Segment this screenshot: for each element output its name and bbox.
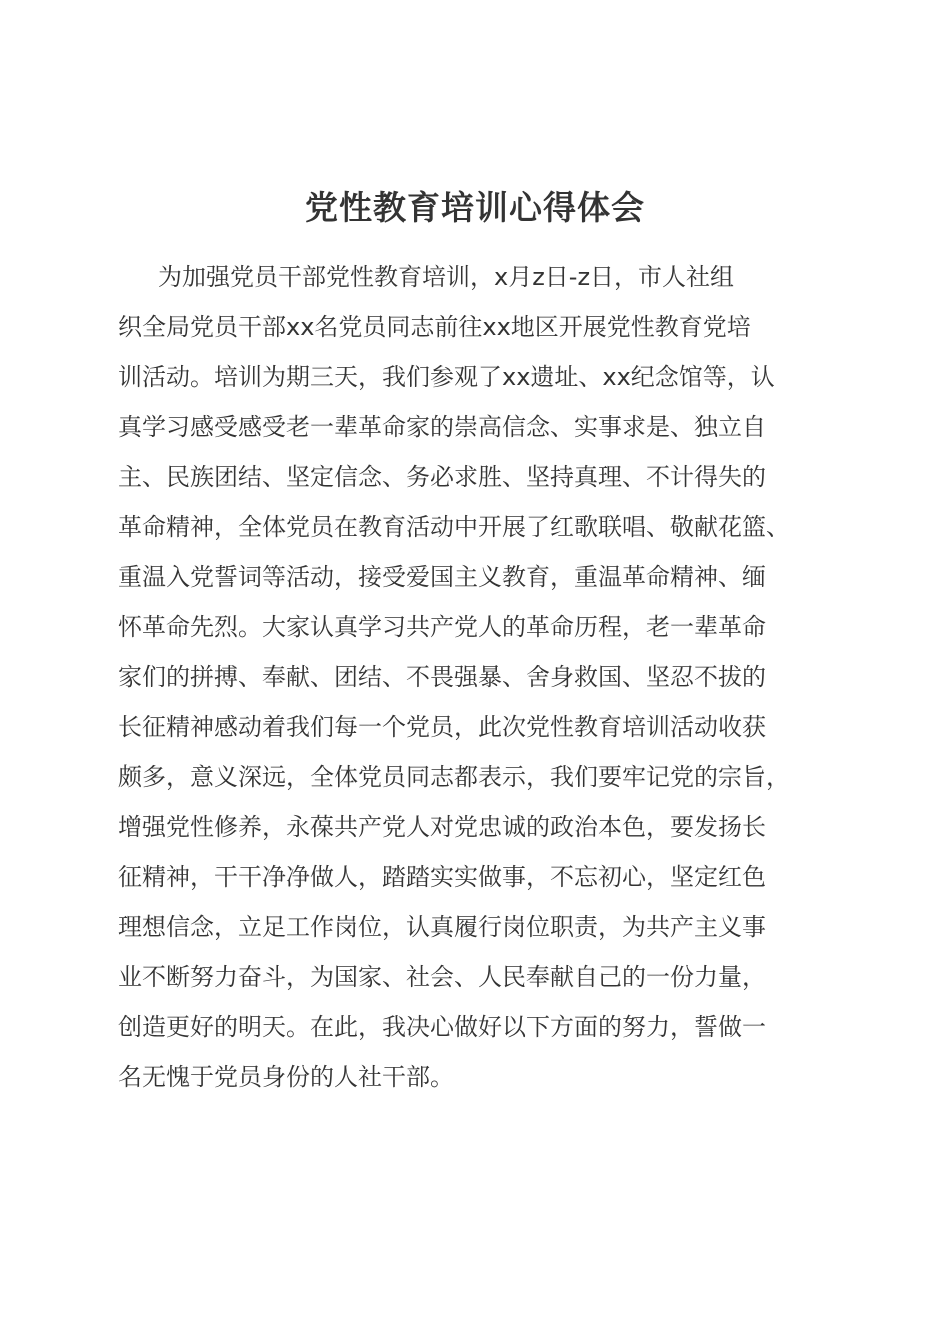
document-title: 党性教育培训心得体会 xyxy=(305,188,645,227)
body-line: 征精神，干干净净做人，踏踏实实做事，不忘初心，坚定红色 xyxy=(118,863,766,891)
body-line: 业不断努力奋斗，为国家、社会、人民奉献自己的一份力量， xyxy=(118,963,766,991)
body-line: 理想信念，立足工作岗位，认真履行岗位职责，为共产主义事 xyxy=(118,913,766,941)
body-line: 织全局党员干部xx名党员同志前往xx地区开展党性教育党培 xyxy=(118,313,751,341)
body-line: 怀革命先烈。大家认真学习共产党人的革命历程，老一辈革命 xyxy=(118,613,766,641)
body-line: 名无愧于党员身份的人社干部。 xyxy=(118,1063,454,1091)
body-line: 主、民族团结、坚定信念、务必求胜、坚持真理、不计得失的 xyxy=(118,463,766,491)
document-body xyxy=(118,252,834,1102)
body-line: 家们的拼搏、奉献、团结、不畏强暴、舍身救国、坚忍不拔的 xyxy=(118,663,766,691)
body-line: 创造更好的明天。在此，我决心做好以下方面的努力，誓做一 xyxy=(118,1013,766,1041)
body-line: 为加强党员干部党性教育培训，x月z日-z日，市人社组 xyxy=(158,263,735,291)
body-line: 真学习感受感受老一辈革命家的崇高信念、实事求是、独立自 xyxy=(118,413,766,441)
body-line: 重温入党誓词等活动，接受爱国主义教育，重温革命精神、缅 xyxy=(118,563,766,591)
body-line: 增强党性修养，永葆共产党人对党忠诚的政治本色，要发扬长 xyxy=(118,813,766,841)
body-line: 革命精神，全体党员在教育活动中开展了红歌联唱、敬献花篮、 xyxy=(118,513,790,541)
body-line: 训活动。培训为期三天，我们参观了xx遗址、xx纪念馆等，认 xyxy=(118,363,775,391)
body-line: 长征精神感动着我们每一个党员，此次党性教育培训活动收获 xyxy=(118,713,766,741)
body-line: 颇多，意义深远，全体党员同志都表示，我们要牢记党的宗旨， xyxy=(118,763,790,791)
